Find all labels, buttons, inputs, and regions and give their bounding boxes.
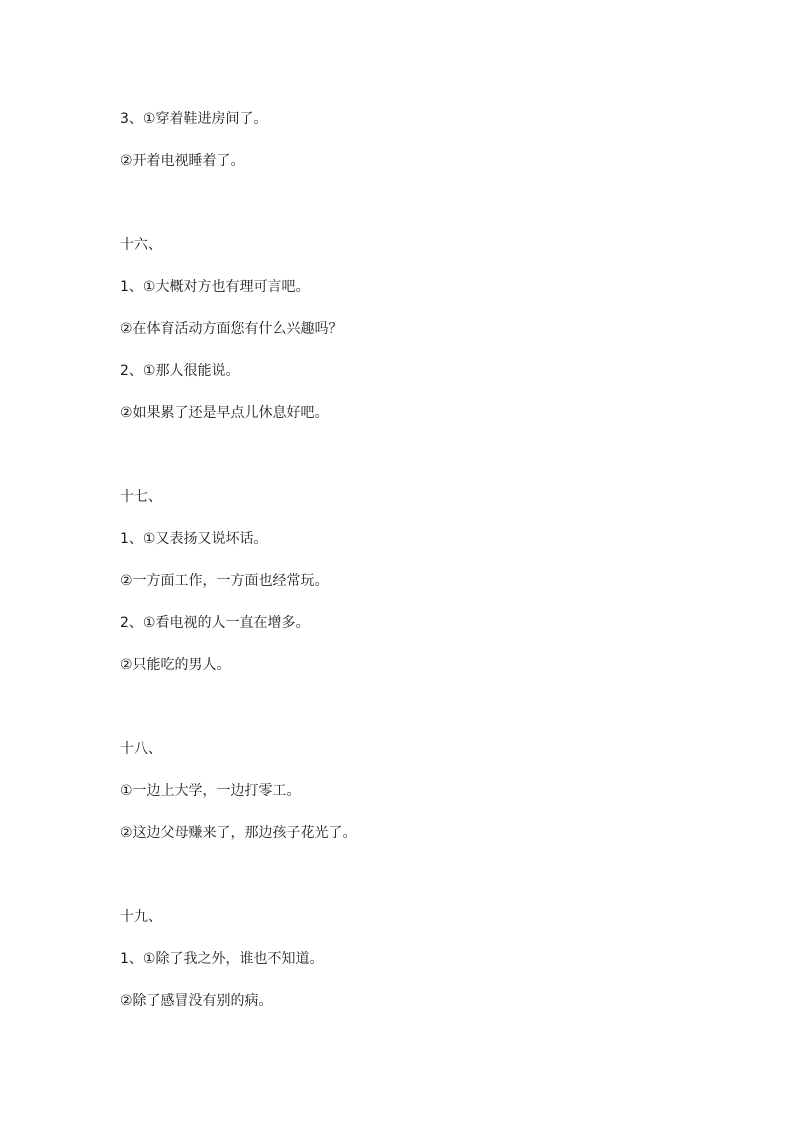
answer-line: ②在体育活动方面您有什么兴趣吗？: [120, 321, 343, 337]
section-heading: 十八、: [120, 741, 162, 757]
section-heading: 十九、: [120, 909, 162, 925]
answer-line: 1、①又表扬又说坏话。: [120, 531, 268, 547]
answer-line: 2、①那人很能说。: [120, 363, 240, 379]
section-heading: 十六、: [120, 237, 162, 253]
answer-line: ②这边父母赚来了，那边孩子花光了。: [120, 825, 357, 841]
answer-line: ②如果累了还是早点儿休息好吧。: [120, 405, 329, 421]
answer-line: ②一方面工作，一方面也经常玩。: [120, 573, 329, 589]
answer-line: 1、①大概对方也有理可言吧。: [120, 279, 310, 295]
answer-line: 1、①除了我之外，谁也不知道。: [120, 951, 324, 967]
section-heading: 十七、: [120, 489, 162, 505]
answer-line: ②只能吃的男人。: [120, 657, 231, 673]
answer-line: 3、①穿着鞋进房间了。: [120, 111, 268, 127]
answer-line: ②除了感冒没有别的病。: [120, 993, 273, 1009]
answer-line: ②开着电视睡着了。: [120, 153, 245, 169]
answer-line: 2、①看电视的人一直在增多。: [120, 615, 310, 631]
answer-line: ①一边上大学，一边打零工。: [120, 783, 301, 799]
